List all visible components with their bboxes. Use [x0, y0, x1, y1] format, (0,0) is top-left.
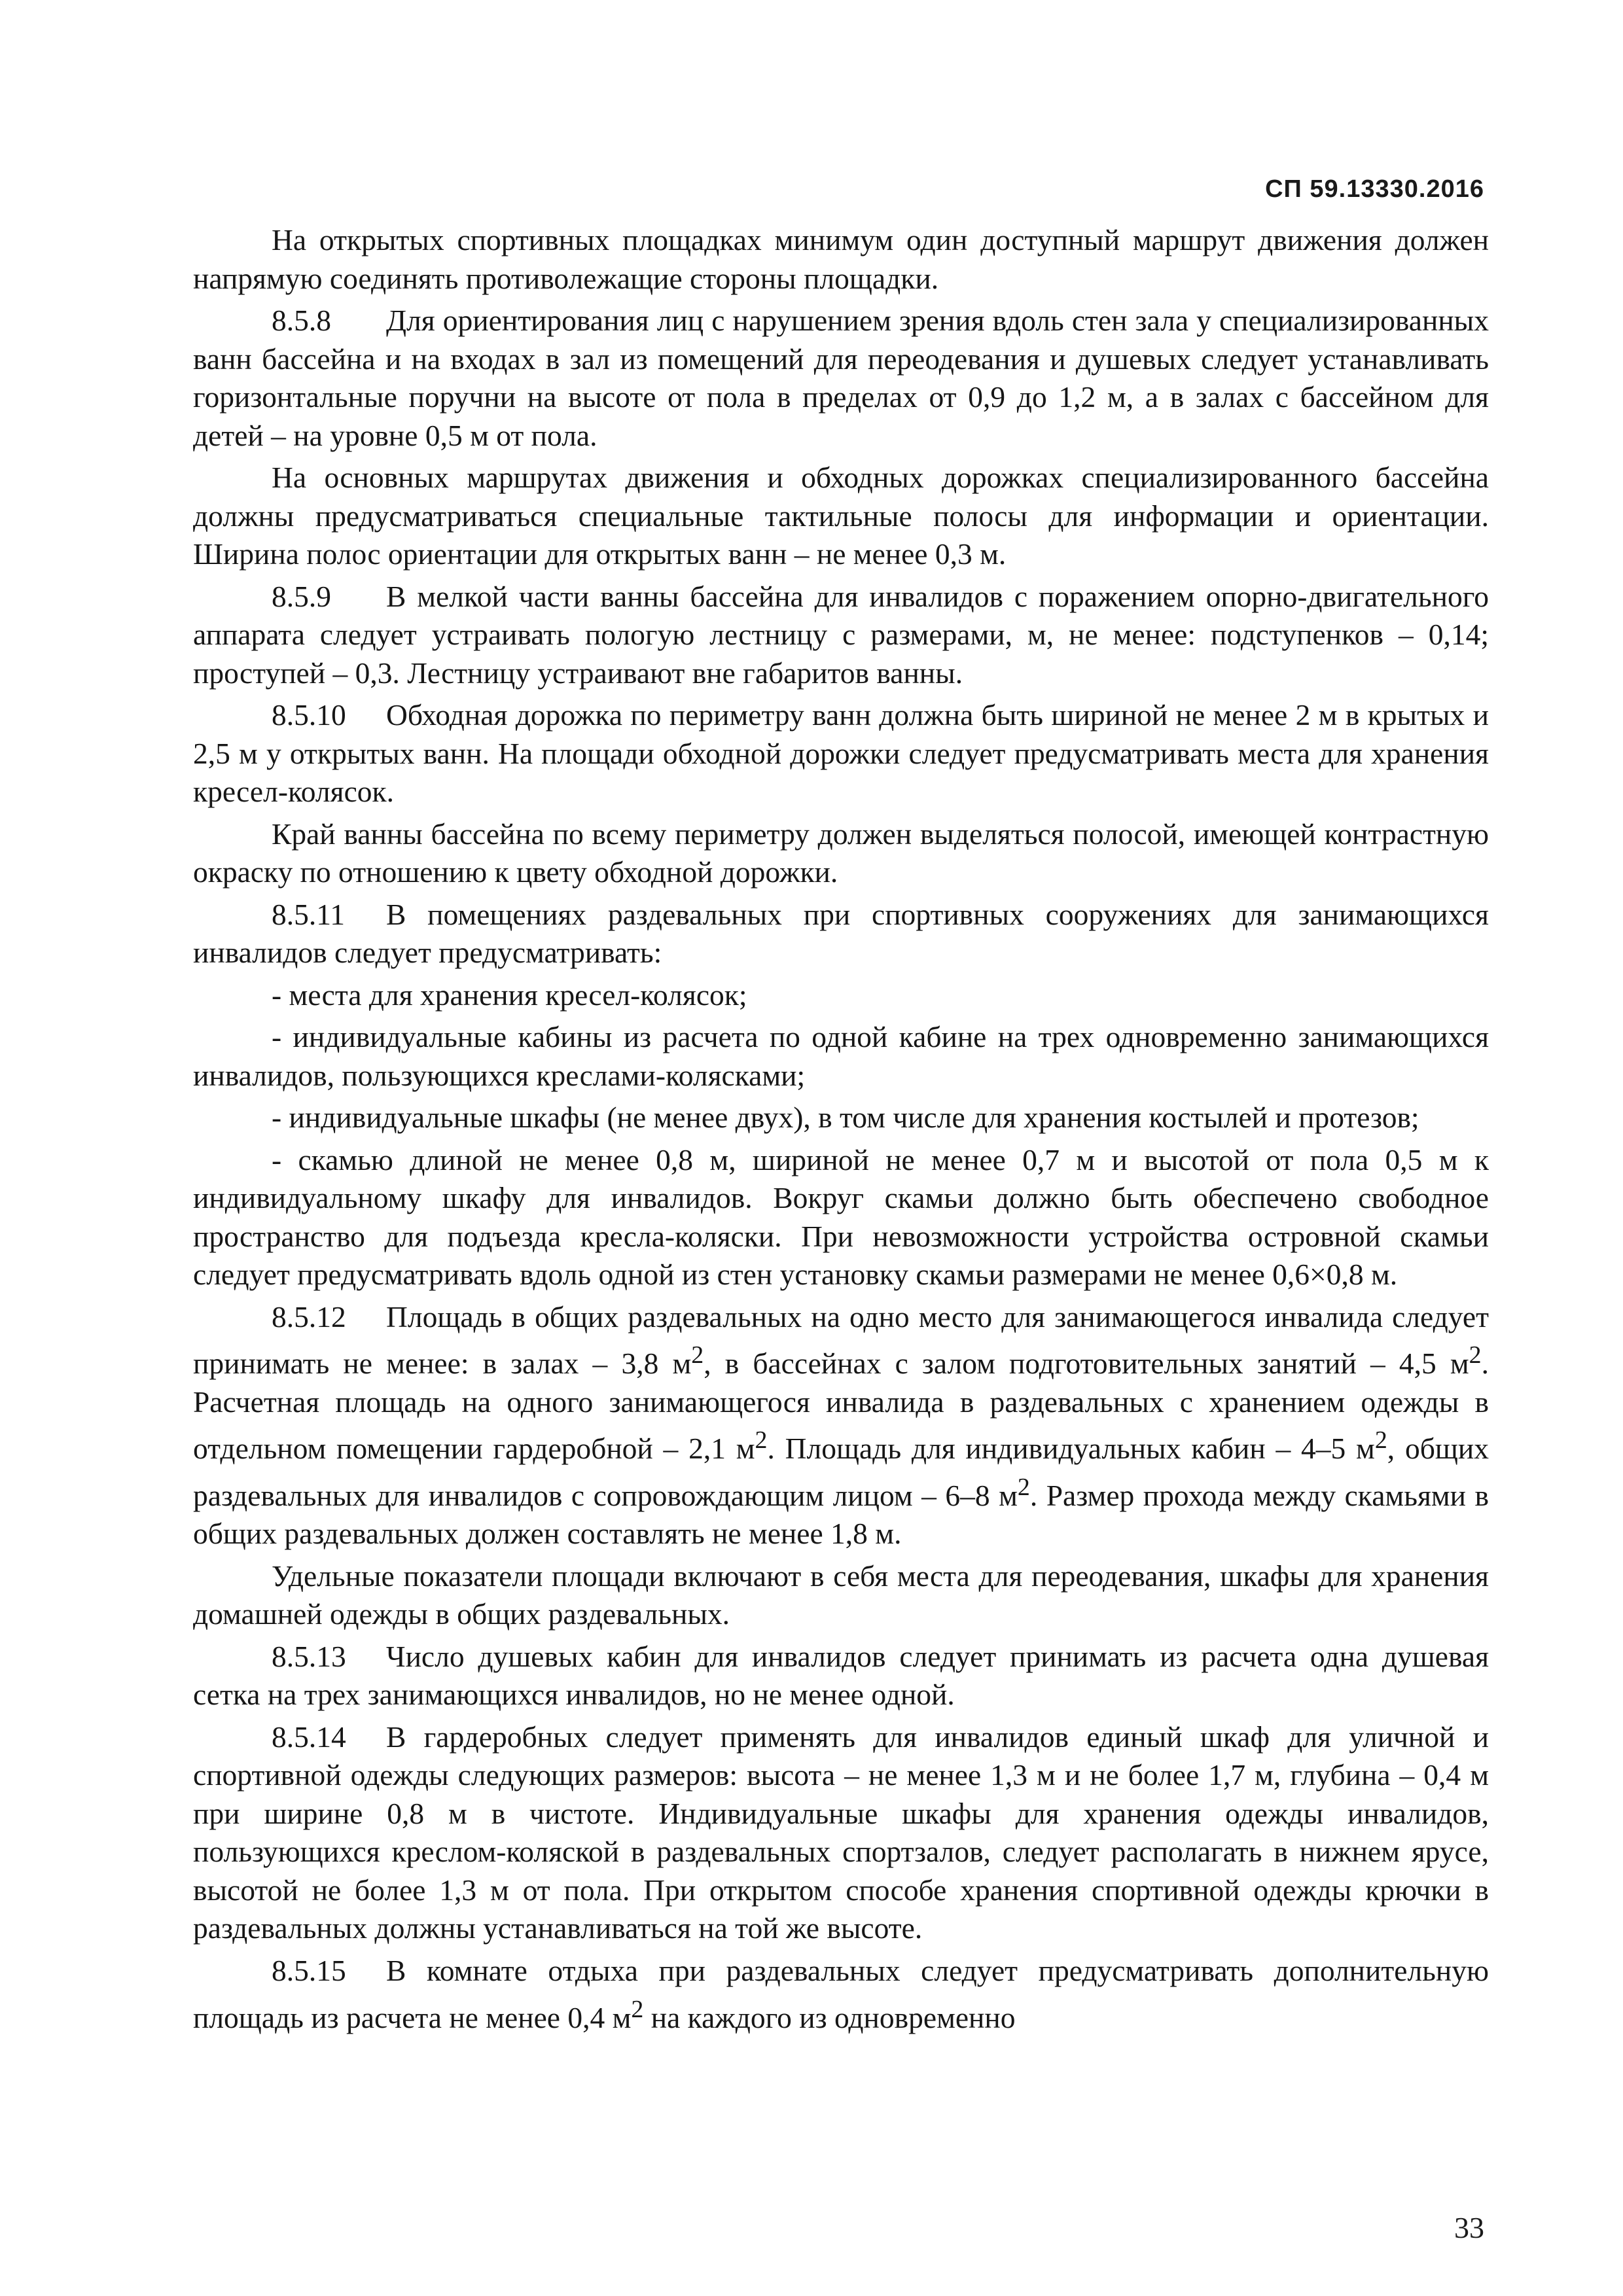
paragraph: [193, 1718, 1489, 1948]
paragraph-text: В гардеробных следует применять для инвалидов единый шкаф для уличной и спортивной одежды следующих размеров: высота – не менее 1,3 м и не более 1,7 м, глубина – 0,4 м при ширине 0,8 м в чистоте. Индивидуальные шкафы для хранения одежды инвалидов, пользующихся креслом-коляской в раздевальных спортзалов, следует располагать в нижнем ярусе, высотой не более 1,3 м от пола. При открытом способе хранения спортивной одежды крючки в раздевальных должны устанавливаться на той же высоте.: [193, 1720, 1489, 1945]
paragraph-text: Для ориентирования лиц с нарушением зрения вдоль стен зала у специализированных ванн бассейна и на входах в зал из помещений для переодевания и душевых следует устанавливать горизонтальные поручни на высоте от пола в пределах от 0,9 до 1,2 м, а в залах с бассейном для детей – на уровне 0,5 м от пола.: [193, 304, 1489, 452]
clause-number: 8.5.12: [272, 1299, 346, 1333]
paragraph: [193, 896, 1489, 972]
paragraph: [193, 1638, 1489, 1714]
paragraph: [193, 1298, 1489, 1553]
paragraph-text: Край ванны бассейна по всему периметру должен выделяться полосой, имеющей контрастную окраску по отношению к цвету обходной дорожки.: [193, 817, 1489, 889]
clause-number: 8.5.10: [272, 698, 346, 732]
paragraph: [193, 302, 1489, 455]
paragraph-text: Обходная дорожка по периметру ванн должна быть шириной не менее 2 м в крытых и 2,5 м у открытых ванн. На площади обходной дорожки следует предусматривать места для хранения кресел-колясок.: [193, 698, 1489, 808]
paragraph: [193, 1099, 1489, 1137]
document-body: [193, 221, 1489, 2037]
document-code-header: СП 59.13330.2016: [1265, 175, 1484, 203]
paragraph: [193, 1557, 1489, 1634]
paragraph-text: На основных маршрутах движения и обходных дорожках специализированного бассейна должны предусматриваться специальные тактильные полосы для информации и ориентации. Ширина полос ориентации для открытых ванн – не менее 0,3 м.: [193, 461, 1489, 571]
paragraph: [193, 459, 1489, 574]
paragraph: [193, 1952, 1489, 2037]
paragraph-text: Удельные показатели площади включают в себя места для переодевания, шкафы для хранения домашней одежды в общих раздевальных.: [193, 1559, 1489, 1631]
paragraph: [193, 578, 1489, 693]
clause-number: 8.5.8: [272, 304, 331, 337]
paragraph-text: - места для хранения кресел-колясок;: [272, 978, 747, 1012]
clause-number: 8.5.13: [272, 1639, 346, 1673]
clause-number: 8.5.9: [272, 579, 331, 613]
paragraph-text: - индивидуальные кабины из расчета по одной кабине на трех одновременно занимающихся инвалидов, пользующихся креслами-колясками;: [193, 1020, 1489, 1092]
paragraph: [193, 1018, 1489, 1095]
paragraph-text: На открытых спортивных площадках минимум один доступный маршрут движения должен напрямую соединять противолежащие стороны площадки.: [193, 223, 1489, 295]
paragraph: [193, 1141, 1489, 1294]
paragraph-text: В помещениях раздевальных при спортивных сооружениях для занимающихся инвалидов следует предусматривать:: [193, 897, 1489, 969]
paragraph-text: Площадь в общих раздевальных на одно место для занимающегося инвалида следует принимать не менее: в залах – 3,8 $м^2$, в бассейнах с залом подготовительных занятий – 4,5 $м^2$. Расчетная площадь на одного занимающегося инвалида в раздевальных с хранением одежды в отдельном помещении гардеробной – 2,1 $м^2$. Площадь для индивидуальных кабин – 4–5 $м^2$, общих раздевальных для инвалидов с сопровождающим лицом – 6–8 $м^2$. Размер прохода между скамьями в общих раздевальных должен составлять не менее 1,8 м.: [193, 1299, 1489, 1551]
clause-number: 8.5.14: [272, 1720, 346, 1754]
paragraph: [193, 696, 1489, 811]
clause-number: 8.5.15: [272, 1953, 346, 1987]
paragraph-text: - скамью длиной не менее 0,8 м, шириной не менее 0,7 м и высотой от пола 0,5 м к индивидуальному шкафу для инвалидов. Вокруг скамьи должно быть обеспечено свободное пространство для подъезда кресла-коляски. При невозможности устройства островной скамьи следует предусматривать вдоль одной из стен установку скамьи размерами не менее 0,6×0,8 м.: [193, 1142, 1489, 1291]
paragraph-text: - индивидуальные шкафы (не менее двух), в том числе для хранения костылей и протезов;: [272, 1101, 1419, 1134]
paragraph: [193, 815, 1489, 892]
page-number: 33: [1454, 2211, 1484, 2244]
paragraph-text: В комнате отдыха при раздевальных следует предусматривать дополнительную площадь из расчета не менее 0,4 $м^2$ на каждого из одновременно: [193, 1953, 1489, 2034]
paragraph-text: В мелкой части ванны бассейна для инвалидов с поражением опорно-двигательного аппарата следует устраивать пологую лестницу с размерами, м, не менее: подступенков – 0,14; проступей – 0,3. Лестницу устраивают вне габаритов ванны.: [193, 579, 1489, 690]
paragraph-text: Число душевых кабин для инвалидов следует принимать из расчета одна душевая сетка на трех занимающихся инвалидов, но не менее одной.: [193, 1639, 1489, 1712]
clause-number: 8.5.11: [272, 897, 346, 931]
paragraph: [193, 976, 1489, 1015]
paragraph: [193, 221, 1489, 298]
